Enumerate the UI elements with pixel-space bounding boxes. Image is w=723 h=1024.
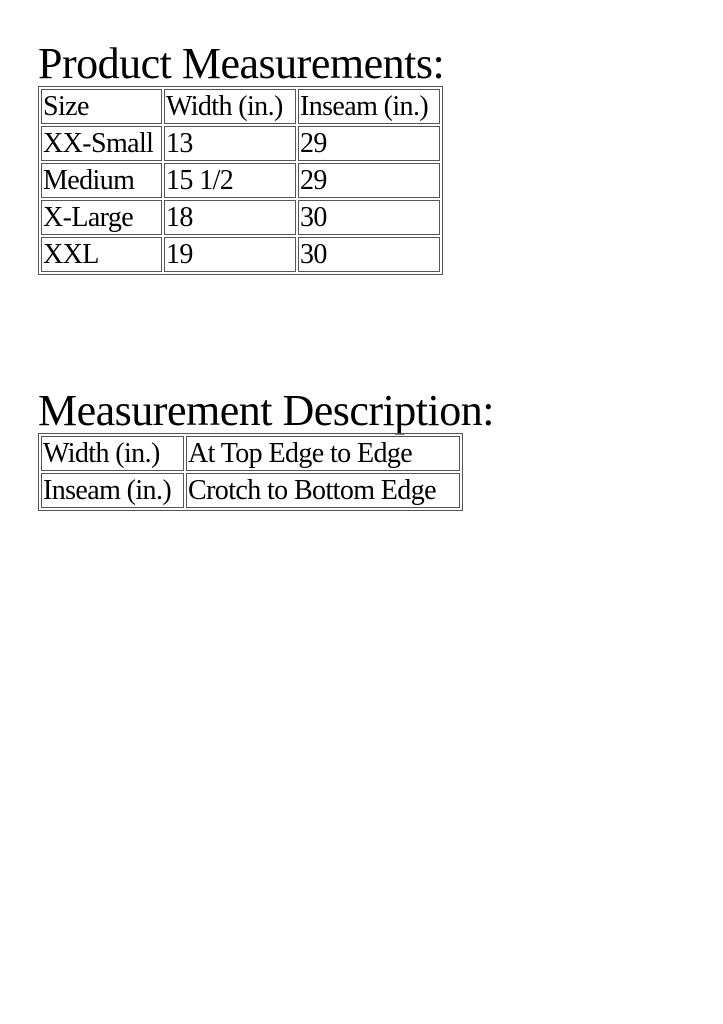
measurement-name-cell: Inseam (in.) <box>41 473 184 508</box>
header-width: Width (in.) <box>164 89 296 124</box>
header-inseam: Inseam (in.) <box>298 89 440 124</box>
table-row <box>41 473 460 508</box>
measurement-description-title: Measurement Description: <box>38 386 494 435</box>
size-cell: XX-Small <box>41 126 162 161</box>
table-row <box>41 237 440 272</box>
size-cell: Medium <box>41 163 162 198</box>
header-size: Size <box>41 89 162 124</box>
measurement-description-table <box>38 433 463 511</box>
width-cell: 18 <box>164 200 296 235</box>
width-cell: 13 <box>164 126 296 161</box>
inseam-cell: 30 <box>298 200 440 235</box>
table-row <box>41 436 460 471</box>
measurement-description-cell: Crotch to Bottom Edge <box>186 473 460 508</box>
width-cell: 15 1/2 <box>164 163 296 198</box>
table-row <box>41 126 440 161</box>
measurement-name-cell: Width (in.) <box>41 436 184 471</box>
table-row <box>41 200 440 235</box>
size-cell: X-Large <box>41 200 162 235</box>
table-header-row <box>41 89 440 124</box>
size-cell: XXL <box>41 237 162 272</box>
measurement-description-cell: At Top Edge to Edge <box>186 436 460 471</box>
table-row <box>41 163 440 198</box>
product-measurements-title: Product Measurements: <box>38 39 445 88</box>
width-cell: 19 <box>164 237 296 272</box>
inseam-cell: 30 <box>298 237 440 272</box>
inseam-cell: 29 <box>298 126 440 161</box>
product-measurements-table <box>38 86 443 275</box>
inseam-cell: 29 <box>298 163 440 198</box>
